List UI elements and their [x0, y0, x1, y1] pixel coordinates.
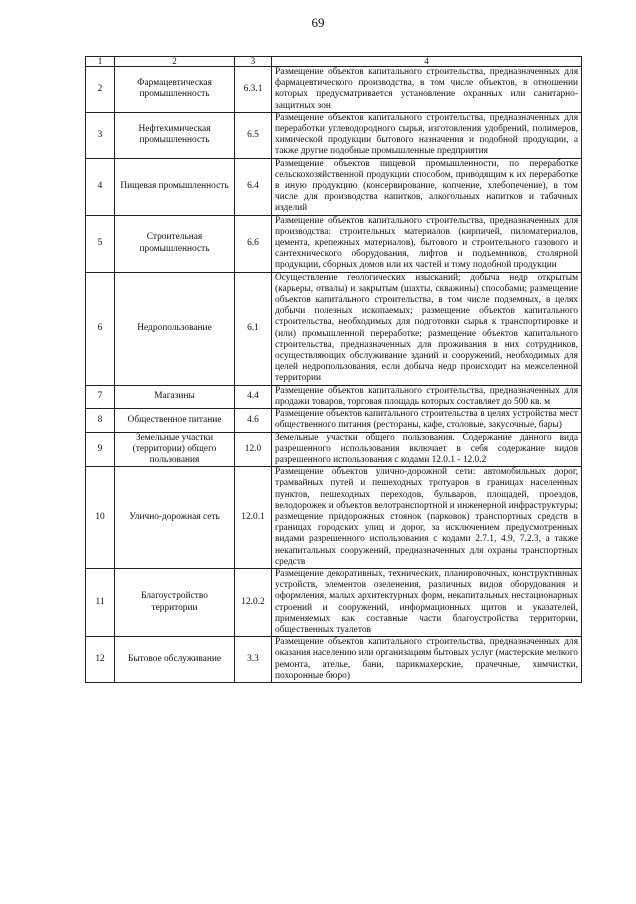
use-type-name: Фармацевтическая промышленность — [115, 67, 235, 113]
row-number: 6 — [86, 272, 115, 385]
use-type-description: Земельные участки общего пользования. Содержание данного вида разрешенного использования включает в себя содержание видов разрешенного использования с кодами 12.0.1 - 12.0.2 — [272, 432, 582, 467]
row-number: 3 — [86, 112, 115, 158]
table-row — [86, 568, 582, 636]
use-type-name: Улично-дорожная сеть — [115, 467, 235, 569]
header-col-4: 4 — [272, 57, 582, 67]
row-number: 11 — [86, 568, 115, 636]
use-type-description: Размещение объектов капитального строительства, предназначенных для фармацевтического производства, в том числе объектов, в отношении которых предусматривается установление охранных или санитарно-защитных зон — [272, 67, 582, 113]
table-row — [86, 637, 582, 683]
table-header-row — [86, 57, 582, 67]
use-type-description: Размещение декоративных, технических, планировочных, конструктивных устройств, элементов озеленения, различных видов оборудования и оформления, малых архитектурных форм, некапитальных нестационарных строений и сооружений, информационных щитов и указателей, применяемых как составные части благоустройства территории, общественных туалетов — [272, 568, 582, 636]
use-type-code: 4.6 — [235, 409, 272, 432]
use-type-code: 6.4 — [235, 158, 272, 215]
table-row — [86, 215, 582, 272]
table-row — [86, 158, 582, 215]
row-number: 10 — [86, 467, 115, 569]
use-type-name: Строительная промышленность — [115, 215, 235, 272]
use-type-name: Пищевая промышленность — [115, 158, 235, 215]
use-type-code: 4.4 — [235, 385, 272, 408]
row-number: 7 — [86, 385, 115, 408]
row-number: 4 — [86, 158, 115, 215]
use-type-name: Нефтехимическая промышленность — [115, 112, 235, 158]
header-col-3: 3 — [235, 57, 272, 67]
table-row — [86, 272, 582, 385]
land-use-table — [85, 56, 582, 683]
use-type-code: 6.3.1 — [235, 67, 272, 113]
use-type-name: Бытовое обслуживание — [115, 637, 235, 683]
use-type-description: Размещение объектов капитального строительства, предназначенных для продажи товаров, торговая площадь которых составляет до 500 кв. м — [272, 385, 582, 408]
table-row — [86, 67, 582, 113]
use-type-description: Размещение объектов улично-дорожной сети: автомобильных дорог, трамвайных путей и пешеходных тротуаров в границах населенных пунктов, пешеходных переходов, бульваров, площадей, проездов, велодорожек и объектов велотранспортной и инженерной инфраструктуры; размещение придорожных стоянок (парковок) транспортных средств в границах городских улиц и дорог, за исключением предусмотренных видами разрешенного использования с кодами 2.7.1, 4.9, 7.2.3, а также некапитальных сооружений, предназначенных для охраны транспортных средств — [272, 467, 582, 569]
use-type-code: 6.5 — [235, 112, 272, 158]
table-row — [86, 467, 582, 569]
use-type-description: Осуществление геологических изысканий; добыча недр открытым (карьеры, отвалы) и закрытым (шахты, скважины) способами; размещение объектов капитального строительства, в том числе подземных, в целях добычи полезных ископаемых; размещение объектов капитального строительства, необходимых для подготовки сырья к транспортировке и (или) промышленной переработке; размещение объектов капитального строительства, предназначенных для проживания в них сотрудников, осуществляющих обслуживание зданий и сооружений, необходимых для целей недропользования, если добыча недр происходит на межселенной территории — [272, 272, 582, 385]
use-type-code: 6.6 — [235, 215, 272, 272]
use-type-name: Земельные участки (территории) общего пользования — [115, 432, 235, 467]
use-type-code: 6.1 — [235, 272, 272, 385]
header-col-1: 1 — [86, 57, 115, 67]
use-type-code: 12.0 — [235, 432, 272, 467]
table-row — [86, 385, 582, 408]
use-type-code: 3.3 — [235, 637, 272, 683]
use-type-description: Размещение объектов пищевой промышленности, по переработке сельскохозяйственной продукции способом, приводящим к их переработке в иную продукцию (консервирование, копчение, хлебопечение), в том числе для производства напитков, алкогольных напитков и табачных изделий — [272, 158, 582, 215]
use-type-name: Недропользование — [115, 272, 235, 385]
row-number: 2 — [86, 67, 115, 113]
use-type-code: 12.0.1 — [235, 467, 272, 569]
use-type-name: Благоустройство территории — [115, 568, 235, 636]
row-number: 9 — [86, 432, 115, 467]
use-type-description: Размещение объектов капитального строительства, предназначенных для переработки углеводородного сырья, изготовления удобрений, полимеров, химической продукции бытового назначения и подобной продукции, а также другие подобные промышленные предприятия — [272, 112, 582, 158]
table-row — [86, 112, 582, 158]
page-number: 69 — [311, 15, 325, 30]
use-type-name: Общественное питание — [115, 409, 235, 432]
use-type-name: Магазины — [115, 385, 235, 408]
row-number: 8 — [86, 409, 115, 432]
table-row — [86, 432, 582, 467]
table-row — [86, 409, 582, 432]
use-type-description: Размещение объектов капитального строительства, предназначенных для производства: строительных материалов (кирпичей, пиломатериалов, цемента, крепежных материалов), бытового и строительного газового и сантехнического оборудования, лифтов и подъемников, столярной продукции, сборных домов или их частей и тому подобной продукции — [272, 215, 582, 272]
row-number: 12 — [86, 637, 115, 683]
use-type-code: 12.0.2 — [235, 568, 272, 636]
header-col-2: 2 — [115, 57, 235, 67]
row-number: 5 — [86, 215, 115, 272]
use-type-description: Размещение объектов капитального строительства в целях устройства мест общественного питания (рестораны, кафе, столовые, закусочные, бары) — [272, 409, 582, 432]
use-type-description: Размещение объектов капитального строительства, предназначенных для оказания населению или организациям бытовых услуг (мастерские мелкого ремонта, ателье, бани, парикмахерские, прачечные, химчистки, похоронные бюро) — [272, 637, 582, 683]
